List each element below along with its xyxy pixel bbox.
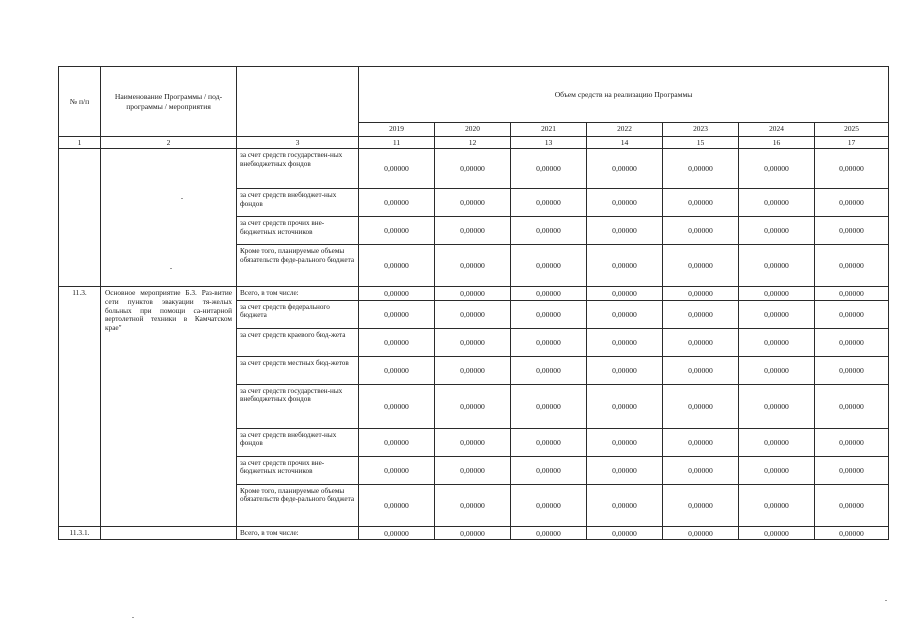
value-cell: 0,00000	[739, 300, 815, 328]
header-column-number: 11	[359, 137, 435, 149]
value-cell: 0,00000	[435, 328, 511, 356]
value-cell: 0,00000	[739, 149, 815, 189]
value-cell: 0,00000	[663, 428, 739, 456]
value-cell: 0,00000	[815, 245, 889, 287]
funding-source-cell: за счет средств государствен-ных внебюджетных фондов	[237, 384, 359, 428]
value-cell: 0,00000	[511, 384, 587, 428]
value-cell: 0,00000	[739, 456, 815, 484]
header-column-number: 16	[739, 137, 815, 149]
value-cell: 0,00000	[511, 287, 587, 301]
header-year: 2022	[587, 123, 663, 137]
header-year: 2025	[815, 123, 889, 137]
value-cell: 0,00000	[359, 328, 435, 356]
header-year: 2024	[739, 123, 815, 137]
value-cell: 0,00000	[663, 484, 739, 526]
value-cell: 0,00000	[435, 217, 511, 245]
table-row	[59, 149, 889, 189]
value-cell: 0,00000	[815, 526, 889, 540]
value-cell: 0,00000	[511, 328, 587, 356]
value-cell: 0,00000	[359, 300, 435, 328]
funding-source-cell: за счет средств федерального бюджета	[237, 300, 359, 328]
funding-source-cell: за счет средств государствен-ных внебюджетных фондов	[237, 149, 359, 189]
funding-source-cell: Всего, в том числе:	[237, 526, 359, 540]
value-cell: 0,00000	[587, 456, 663, 484]
value-cell: 0,00000	[663, 245, 739, 287]
header-column-number: 12	[435, 137, 511, 149]
value-cell: 0,00000	[815, 149, 889, 189]
header-year: 2019	[359, 123, 435, 137]
table-body	[59, 149, 889, 540]
value-cell: 0,00000	[435, 484, 511, 526]
value-cell: 0,00000	[663, 456, 739, 484]
header-column-number: 15	[663, 137, 739, 149]
budget-table	[58, 66, 889, 540]
budget-table-sheet	[58, 66, 888, 540]
funding-source-cell: за счет средств внебюджет-ных фондов	[237, 428, 359, 456]
value-cell: 0,00000	[359, 526, 435, 540]
item-name-cell	[101, 526, 237, 540]
value-cell: 0,00000	[663, 526, 739, 540]
value-cell: 0,00000	[359, 189, 435, 217]
value-cell: 0,00000	[739, 328, 815, 356]
value-cell: 0,00000	[587, 149, 663, 189]
value-cell: 0,00000	[359, 149, 435, 189]
value-cell: 0,00000	[359, 456, 435, 484]
value-cell: 0,00000	[739, 526, 815, 540]
value-cell: 0,00000	[511, 428, 587, 456]
value-cell: 0,00000	[587, 526, 663, 540]
value-cell: 0,00000	[359, 384, 435, 428]
header-col-name: Наименование Программы / под-программы / мероприятия	[101, 67, 237, 137]
value-cell: 0,00000	[435, 189, 511, 217]
table-row	[59, 526, 889, 540]
value-cell: 0,00000	[815, 300, 889, 328]
value-cell: 0,00000	[435, 300, 511, 328]
value-cell: 0,00000	[587, 245, 663, 287]
item-name-cell: Основное мероприятие Б.3. Раз-витие сети пунктов эвакуации тя-желых больных при помощи са-нитарной вертолетной техники в Камчатском крае"	[101, 287, 237, 527]
header-column-numbers-row	[59, 137, 889, 149]
header-col-source	[237, 67, 359, 137]
value-cell: 0,00000	[739, 356, 815, 384]
value-cell: 0,00000	[815, 384, 889, 428]
value-cell: 0,00000	[587, 356, 663, 384]
value-cell: 0,00000	[435, 526, 511, 540]
header-column-number: 2	[101, 137, 237, 149]
value-cell: 0,00000	[359, 356, 435, 384]
value-cell: 0,00000	[663, 149, 739, 189]
value-cell: 0,00000	[663, 217, 739, 245]
scan-speck	[885, 600, 887, 601]
value-cell: 0,00000	[435, 245, 511, 287]
value-cell: 0,00000	[359, 428, 435, 456]
value-cell: 0,00000	[435, 356, 511, 384]
value-cell: 0,00000	[739, 287, 815, 301]
value-cell: 0,00000	[587, 328, 663, 356]
funding-source-cell: за счет средств прочих вне-бюджетных источников	[237, 456, 359, 484]
value-cell: 0,00000	[359, 217, 435, 245]
header-column-number: 13	[511, 137, 587, 149]
funding-source-cell: за счет средств прочих вне-бюджетных источников	[237, 217, 359, 245]
code-cell	[59, 149, 101, 287]
value-cell: 0,00000	[739, 189, 815, 217]
value-cell: 0,00000	[815, 217, 889, 245]
funding-source-cell: Кроме того, планируемые объемы обязательств феде-рального бюджета	[237, 484, 359, 526]
value-cell: 0,00000	[739, 384, 815, 428]
header-col-number: № п/п	[59, 67, 101, 137]
scan-speck	[132, 617, 134, 618]
header-year: 2020	[435, 123, 511, 137]
value-cell: 0,00000	[663, 384, 739, 428]
value-cell: 0,00000	[739, 217, 815, 245]
value-cell: 0,00000	[739, 428, 815, 456]
funding-source-cell: Всего, в том числе:	[237, 287, 359, 301]
value-cell: 0,00000	[359, 287, 435, 301]
name-cell	[101, 149, 237, 287]
item-code-cell: 11.3.1.	[59, 526, 101, 540]
value-cell: 0,00000	[511, 217, 587, 245]
value-cell: 0,00000	[587, 384, 663, 428]
value-cell: 0,00000	[587, 428, 663, 456]
value-cell: 0,00000	[739, 484, 815, 526]
header-column-number: 1	[59, 137, 101, 149]
table-row	[59, 287, 889, 301]
header-column-number: 14	[587, 137, 663, 149]
value-cell: 0,00000	[815, 484, 889, 526]
value-cell: 0,00000	[435, 149, 511, 189]
value-cell: 0,00000	[815, 287, 889, 301]
value-cell: 0,00000	[435, 456, 511, 484]
header-column-number: 17	[815, 137, 889, 149]
value-cell: 0,00000	[815, 356, 889, 384]
value-cell: 0,00000	[511, 189, 587, 217]
value-cell: 0,00000	[511, 300, 587, 328]
value-cell: 0,00000	[511, 149, 587, 189]
value-cell: 0,00000	[511, 526, 587, 540]
value-cell: 0,00000	[815, 428, 889, 456]
value-cell: 0,00000	[511, 456, 587, 484]
scan-speck	[181, 198, 183, 199]
value-cell: 0,00000	[511, 484, 587, 526]
value-cell: 0,00000	[663, 287, 739, 301]
value-cell: 0,00000	[663, 300, 739, 328]
value-cell: 0,00000	[435, 384, 511, 428]
value-cell: 0,00000	[511, 245, 587, 287]
value-cell: 0,00000	[663, 189, 739, 217]
value-cell: 0,00000	[587, 300, 663, 328]
header-col-volume: Объем средств на реализацию Программы	[359, 67, 889, 123]
item-code-cell: 11.3.	[59, 287, 101, 527]
header-year: 2023	[663, 123, 739, 137]
value-cell: 0,00000	[359, 484, 435, 526]
funding-source-cell: Кроме того, планируемые объемы обязательств феде-рального бюджета	[237, 245, 359, 287]
funding-source-cell: за счет средств краевого бюд-жета	[237, 328, 359, 356]
value-cell: 0,00000	[663, 356, 739, 384]
value-cell: 0,00000	[511, 356, 587, 384]
header-column-number: 3	[237, 137, 359, 149]
value-cell: 0,00000	[587, 217, 663, 245]
value-cell: 0,00000	[435, 287, 511, 301]
header-year: 2021	[511, 123, 587, 137]
value-cell: 0,00000	[739, 245, 815, 287]
funding-source-cell: за счет средств местных бюд-жетов	[237, 356, 359, 384]
value-cell: 0,00000	[359, 245, 435, 287]
value-cell: 0,00000	[815, 328, 889, 356]
value-cell: 0,00000	[663, 328, 739, 356]
value-cell: 0,00000	[435, 428, 511, 456]
value-cell: 0,00000	[587, 287, 663, 301]
value-cell: 0,00000	[815, 189, 889, 217]
value-cell: 0,00000	[815, 456, 889, 484]
scan-speck	[170, 268, 172, 269]
funding-source-cell: за счет средств внебюджет-ных фондов	[237, 189, 359, 217]
value-cell: 0,00000	[587, 189, 663, 217]
value-cell: 0,00000	[587, 484, 663, 526]
